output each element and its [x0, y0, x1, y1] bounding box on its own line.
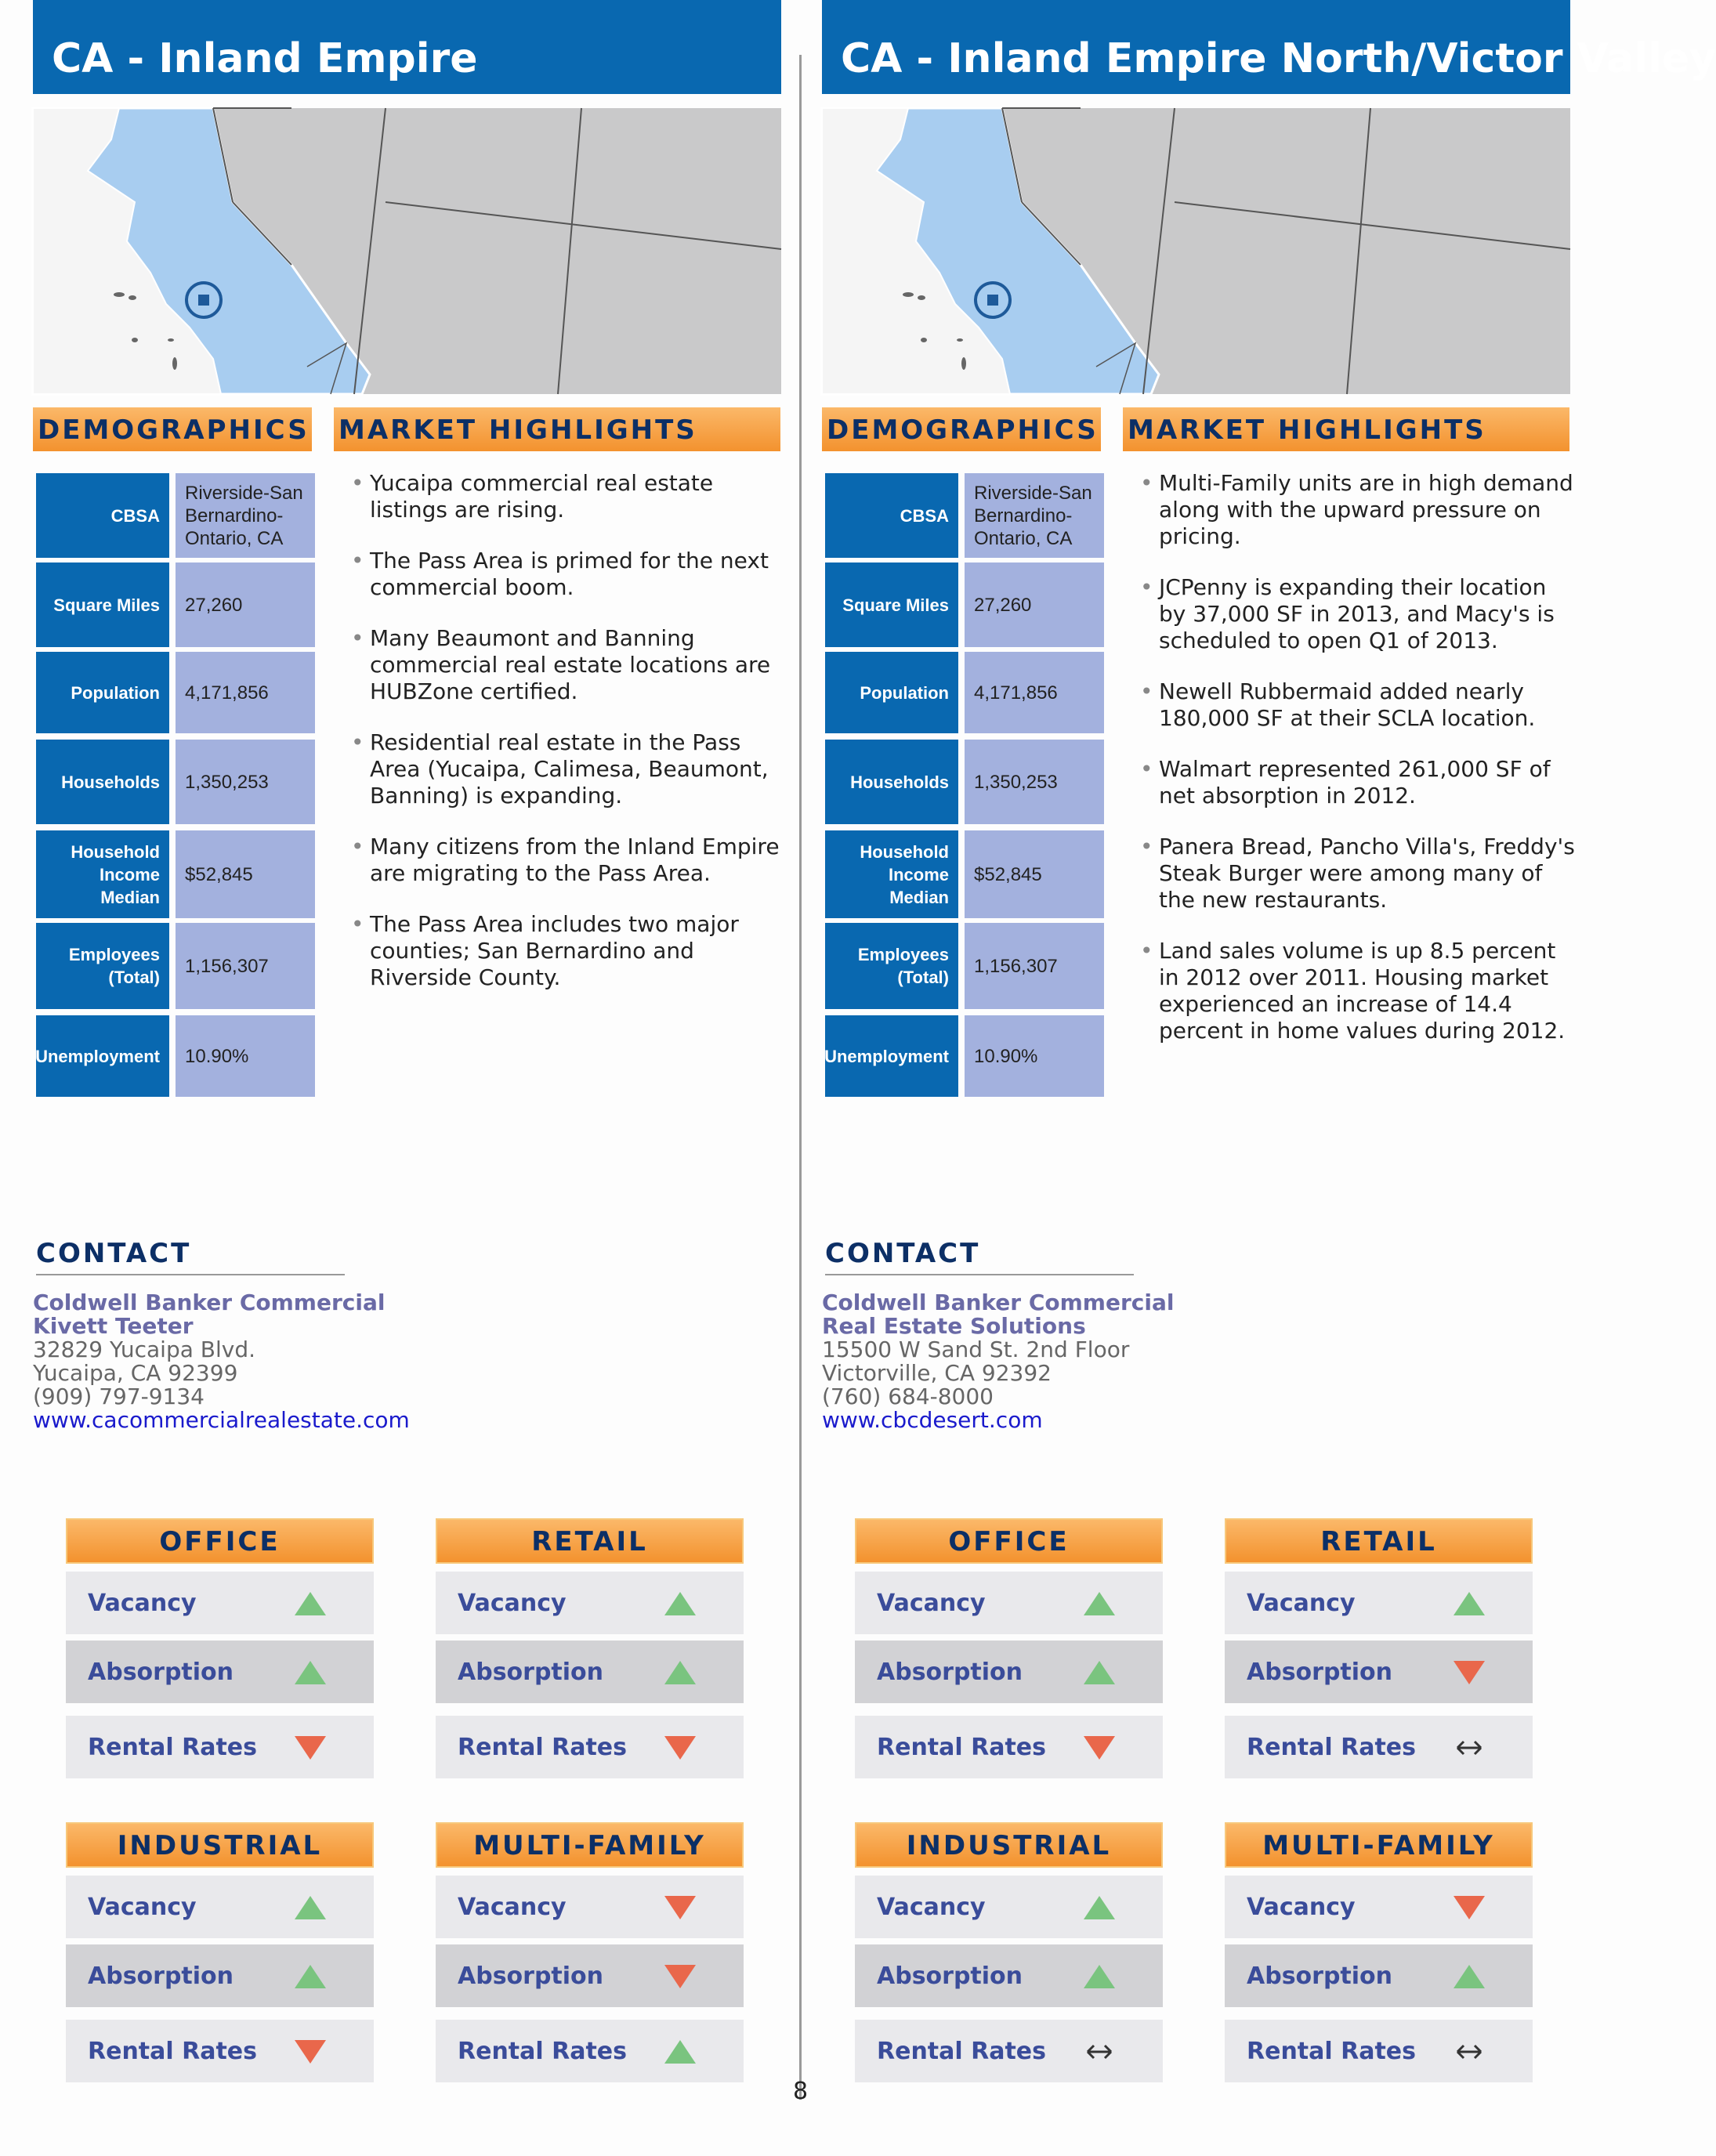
bullet-icon: • [1140, 470, 1153, 496]
market-metric-row [855, 1641, 1163, 1703]
demographics-value: $52,845 [176, 830, 315, 918]
flat-arrow-icon [1453, 2038, 1486, 2065]
market-metric-label: Vacancy [458, 1589, 567, 1617]
demographics-label: Population [36, 652, 169, 733]
demographics-label: Households [825, 740, 958, 824]
market-box-title: RETAIL [1225, 1518, 1533, 1564]
page-number: 8 [793, 2078, 809, 2105]
highlight-item [1139, 756, 1577, 809]
market-metric-label: Vacancy [88, 1589, 197, 1617]
market-metric-label: Rental Rates [877, 2037, 1047, 2065]
highlight-text: JCPenny is expanding their location by 37,000 SF in 2013, and Macy's is scheduled to open Q1 of 2013. [1159, 574, 1555, 653]
market-box-title: INDUSTRIAL [855, 1822, 1163, 1868]
market-metric-label: Absorption [458, 1962, 604, 1990]
market-metric-label: Rental Rates [1247, 2037, 1417, 2065]
demographics-label: Unemployment [36, 1015, 169, 1097]
market-metric-label: Vacancy [1247, 1893, 1356, 1921]
highlight-item [349, 548, 788, 601]
demographics-value: Riverside-San Bernardino-Ontario, CA [965, 473, 1104, 558]
demographics-heading: DEMOGRAPHICS [822, 407, 1101, 451]
market-metric-row [436, 1716, 744, 1778]
demographics-row [825, 1015, 1104, 1097]
market-highlights-list [1139, 470, 1577, 1069]
market-highlights-heading: MARKET HIGHLIGHTS [334, 407, 780, 451]
up-triangle-icon [664, 1659, 697, 1686]
market-metric-row [1225, 2020, 1533, 2082]
highlight-item [1139, 938, 1577, 1044]
market-metric-label: Vacancy [458, 1893, 567, 1921]
contact-city: Victorville, CA 92392 [822, 1360, 1052, 1386]
demographics-label: CBSA [825, 473, 958, 558]
inland-empire-section [33, 0, 781, 2156]
market-metric-row [1225, 1572, 1533, 1634]
contact-heading: CONTACT [825, 1238, 981, 1269]
market-metric-row [855, 1716, 1163, 1778]
demographics-row [825, 473, 1104, 558]
highlight-text: The Pass Area includes two major counties; San Bernardino and Riverside County. [370, 911, 739, 990]
bullet-icon: • [1140, 834, 1153, 859]
demographics-row [36, 830, 315, 918]
demographics-row [36, 740, 315, 824]
demographics-value: $52,845 [965, 830, 1104, 918]
down-triangle-icon [664, 1963, 697, 1990]
highlight-text: Many citizens from the Inland Empire are migrating to the Pass Area. [370, 834, 780, 886]
highlight-text: Land sales volume is up 8.5 percent in 2012 over 2011. Housing market experienced an increase of 14.4 percent in home values during 2012. [1159, 938, 1566, 1044]
highlight-text: Newell Rubbermaid added nearly 180,000 SF at their SCLA location. [1159, 678, 1536, 731]
demographics-value: 10.90% [176, 1015, 315, 1097]
up-triangle-icon [1083, 1659, 1116, 1686]
down-triangle-icon [294, 1735, 327, 1761]
contact-address: 32829 Yucaipa Blvd. [33, 1337, 256, 1362]
market-metric-label: Vacancy [877, 1893, 986, 1921]
demographics-value: 1,156,307 [965, 923, 1104, 1009]
market-metric-row [1225, 1876, 1533, 1938]
up-triangle-icon [294, 1659, 327, 1686]
highlight-text: Multi-Family units are in high demand along with the upward pressure on pricing. [1159, 470, 1573, 549]
market-box-title: INDUSTRIAL [66, 1822, 374, 1868]
market-metric-label: Rental Rates [458, 1733, 628, 1761]
market-box-title: MULTI-FAMILY [1225, 1822, 1533, 1868]
demographics-value: 1,156,307 [176, 923, 315, 1009]
demographics-label: Employees (Total) [36, 923, 169, 1009]
market-metric-label: Absorption [88, 1962, 234, 1990]
demographics-heading: DEMOGRAPHICS [33, 407, 312, 451]
highlight-text: The Pass Area is primed for the next commercial boom. [370, 548, 769, 600]
market-metric-row [66, 2020, 374, 2082]
market-metric-row [66, 1572, 374, 1634]
up-triangle-icon [1453, 1590, 1486, 1617]
market-metric-row [66, 1876, 374, 1938]
up-triangle-icon [1083, 1590, 1116, 1617]
market-metric-row [1225, 1641, 1533, 1703]
demographics-value: 10.90% [965, 1015, 1104, 1097]
market-metric-label: Rental Rates [458, 2037, 628, 2065]
contact-heading: CONTACT [36, 1238, 192, 1269]
up-triangle-icon [664, 1590, 697, 1617]
bullet-icon: • [351, 625, 364, 651]
highlight-text: Walmart represented 261,000 SF of net absorption in 2012. [1159, 756, 1551, 808]
contact-block [822, 1291, 1174, 1432]
market-metric-label: Rental Rates [877, 1733, 1047, 1761]
market-metric-label: Vacancy [877, 1589, 986, 1617]
down-triangle-icon [664, 1894, 697, 1921]
demographics-label: Employees (Total) [825, 923, 958, 1009]
demographics-row [825, 652, 1104, 733]
demographics-row [825, 923, 1104, 1009]
market-metric-row [855, 1572, 1163, 1634]
region-map [33, 108, 781, 394]
contact-divider [825, 1274, 1134, 1275]
highlight-text: Panera Bread, Pancho Villa's, Freddy's Steak Burger were among many of the new restaurants. [1159, 834, 1575, 913]
market-box-title: RETAIL [436, 1518, 744, 1564]
highlight-item [349, 470, 788, 523]
highlight-item [1139, 834, 1577, 913]
contact-city: Yucaipa, CA 92399 [33, 1360, 238, 1386]
bullet-icon: • [351, 729, 364, 755]
bullet-icon: • [351, 470, 364, 496]
market-metric-row [1225, 1716, 1533, 1778]
region-map [822, 108, 1570, 394]
highlight-text: Yucaipa commercial real estate listings are rising. [370, 470, 714, 523]
highlight-item [349, 729, 788, 809]
down-triangle-icon [1453, 1894, 1486, 1921]
market-metric-row [436, 1876, 744, 1938]
highlight-item [1139, 470, 1577, 550]
up-triangle-icon [664, 2038, 697, 2065]
market-metric-row [855, 1876, 1163, 1938]
market-metric-label: Rental Rates [88, 1733, 258, 1761]
up-triangle-icon [294, 1894, 327, 1921]
demographics-row [36, 652, 315, 733]
contact-office: Kivett Teeter [33, 1313, 194, 1339]
demographics-row [36, 563, 315, 647]
highlight-text: Residential real estate in the Pass Area (Yucaipa, Calimesa, Beaumont, Banning) is expanding. [370, 729, 769, 808]
market-metric-row [436, 2020, 744, 2082]
flat-arrow-icon [1453, 1735, 1486, 1761]
bullet-icon: • [1140, 756, 1153, 782]
bullet-icon: • [1140, 574, 1153, 600]
demographics-label: Households [36, 740, 169, 824]
market-metric-label: Absorption [1247, 1658, 1393, 1686]
contact-website-link[interactable]: www.cacommercialrealestate.com [33, 1407, 410, 1433]
demographics-row [825, 830, 1104, 918]
market-metric-row [436, 1641, 744, 1703]
demographics-row [36, 1015, 315, 1097]
market-metric-label: Absorption [877, 1658, 1023, 1686]
contact-block [33, 1291, 410, 1432]
highlight-item [1139, 574, 1577, 654]
market-highlights-list [349, 470, 788, 1015]
market-metric-row [436, 1572, 744, 1634]
california-map-graphic [822, 108, 1570, 394]
contact-office: Real Estate Solutions [822, 1313, 1086, 1339]
demographics-value: Riverside-San Bernardino-Ontario, CA [176, 473, 315, 558]
demographics-value: 1,350,253 [965, 740, 1104, 824]
market-metric-row [436, 1944, 744, 2007]
demographics-label: Population [825, 652, 958, 733]
up-triangle-icon [1453, 1963, 1486, 1990]
up-triangle-icon [294, 1963, 327, 1990]
demographics-row [825, 563, 1104, 647]
market-metric-label: Absorption [88, 1658, 234, 1686]
highlight-item [349, 834, 788, 887]
demographics-label: Household Income Median [36, 830, 169, 918]
down-triangle-icon [664, 1735, 697, 1761]
market-metric-label: Absorption [1247, 1962, 1393, 1990]
victor-valley-section [822, 0, 1716, 2156]
column-divider [799, 55, 802, 2100]
market-metric-label: Absorption [458, 1658, 604, 1686]
highlight-item [349, 625, 788, 705]
demographics-label: Square Miles [825, 563, 958, 647]
market-highlights-heading: MARKET HIGHLIGHTS [1123, 407, 1569, 451]
demographics-value: 27,260 [176, 563, 315, 647]
market-metric-label: Vacancy [88, 1893, 197, 1921]
market-metric-row [66, 1716, 374, 1778]
market-box-title: MULTI-FAMILY [436, 1822, 744, 1868]
demographics-value: 4,171,856 [965, 652, 1104, 733]
demographics-row [36, 473, 315, 558]
market-box-title: OFFICE [855, 1518, 1163, 1564]
market-metric-row [66, 1641, 374, 1703]
market-box-title: OFFICE [66, 1518, 374, 1564]
demographics-value: 1,350,253 [176, 740, 315, 824]
bullet-icon: • [351, 548, 364, 573]
demographics-value: 27,260 [965, 563, 1104, 647]
market-metric-label: Rental Rates [88, 2037, 258, 2065]
section-title: CA - Inland Empire North/Victor Valley [822, 0, 1570, 94]
market-metric-row [1225, 1944, 1533, 2007]
contact-company: Coldwell Banker Commercial [33, 1290, 386, 1315]
market-metric-label: Rental Rates [1247, 1733, 1417, 1761]
demographics-label: Square Miles [36, 563, 169, 647]
contact-divider [36, 1274, 345, 1275]
market-metric-label: Vacancy [1247, 1589, 1356, 1617]
contact-company: Coldwell Banker Commercial [822, 1290, 1175, 1315]
contact-website-link[interactable]: www.cbcdesert.com [822, 1407, 1043, 1433]
demographics-value: 4,171,856 [176, 652, 315, 733]
bullet-icon: • [1140, 678, 1153, 704]
section-title: CA - Inland Empire [33, 0, 781, 94]
down-triangle-icon [1453, 1659, 1486, 1686]
market-metric-row [855, 2020, 1163, 2082]
demographics-label: CBSA [36, 473, 169, 558]
bullet-icon: • [1140, 938, 1153, 964]
contact-phone: (909) 797-9134 [33, 1384, 205, 1409]
up-triangle-icon [294, 1590, 327, 1617]
demographics-label: Unemployment [825, 1015, 958, 1097]
contact-phone: (760) 684-8000 [822, 1384, 994, 1409]
market-metric-row [855, 1944, 1163, 2007]
contact-address: 15500 W Sand St. 2nd Floor [822, 1337, 1130, 1362]
california-map-graphic [33, 108, 781, 394]
market-metric-label: Absorption [877, 1962, 1023, 1990]
market-metric-row [66, 1944, 374, 2007]
up-triangle-icon [1083, 1963, 1116, 1990]
bullet-icon: • [351, 911, 364, 937]
highlight-text: Many Beaumont and Banning commercial real estate locations are HUBZone certified. [370, 625, 771, 704]
highlight-item [1139, 678, 1577, 732]
demographics-label: Household Income Median [825, 830, 958, 918]
flat-arrow-icon [1083, 2038, 1116, 2065]
up-triangle-icon [1083, 1894, 1116, 1921]
highlight-item [349, 911, 788, 991]
bullet-icon: • [351, 834, 364, 859]
demographics-row [36, 923, 315, 1009]
down-triangle-icon [294, 2038, 327, 2065]
demographics-row [825, 740, 1104, 824]
down-triangle-icon [1083, 1735, 1116, 1761]
